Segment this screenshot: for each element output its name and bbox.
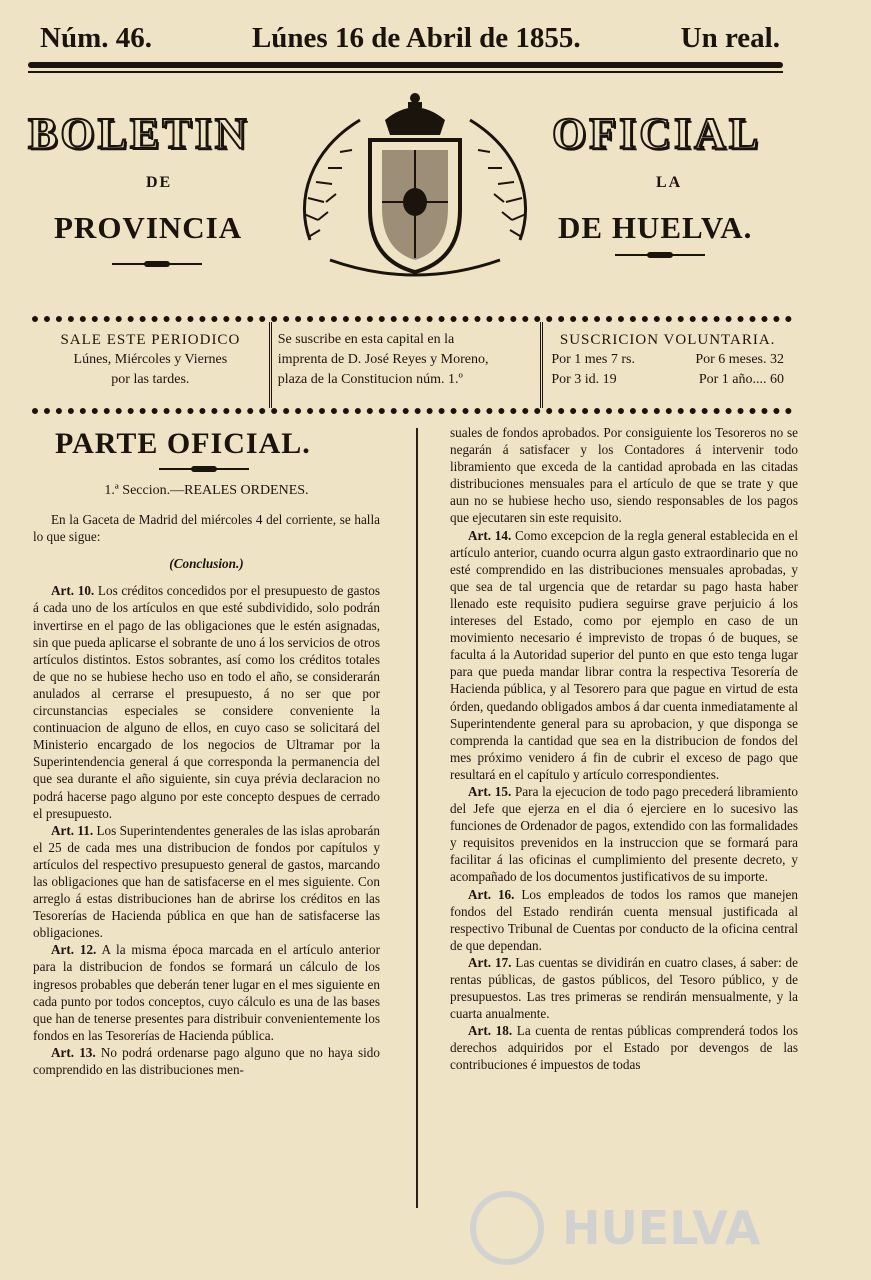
article-paragraph xyxy=(450,783,798,886)
ornament-right xyxy=(615,254,705,256)
article-paragraph xyxy=(450,886,798,954)
subscription-prices xyxy=(543,322,792,408)
column-divider xyxy=(416,428,418,1208)
watermark xyxy=(470,1188,800,1268)
section-ornament xyxy=(159,468,249,470)
watermark-logo-icon xyxy=(470,1191,544,1265)
price-1-month: Por 1 mes 7 rs. xyxy=(551,352,635,367)
article-text: Los empleados de todos los ramos que manejen fondos del Estado rendirán cuenta mensual justificada al respectivo Tribunal de Cuentas por conducto de la oficina central de que dependan. xyxy=(450,886,799,953)
article-text: Para la ejecucion de todo pago precederá libramiento del Jefe que ejerza en el dia ó ejerciere en lo sucesivo las funciones de Ordenador de pagos, extendido con las formalidades y requisitos prevenidos en la instruccion que se formará para facilitar á las oficinas el cumplimiento del presente decreto, y acompañado de los documentos justificativos de su importe. xyxy=(450,783,798,885)
article-number: Art. 17. xyxy=(468,954,512,970)
article-number: Art. 14. xyxy=(468,527,512,543)
issue-line xyxy=(40,22,780,60)
section-title: PARTE OFICIAL. xyxy=(55,427,311,460)
article-paragraph xyxy=(450,527,798,783)
coat-of-arms-icon xyxy=(290,90,540,285)
subscription-location xyxy=(269,322,544,408)
article-text: Los Superintendentes generales de las islas aprobarán el 25 de cada mes una distribucion de fondos por capítulos y artículos del respectivo presupuesto general de gastos, marcando las obligaciones que han de satisfacerse en el mes siguiente. Con arreglo á estas distribuciones han de abrirse los créditos en las Tesorerías de Hacienda pública en que han de satisfacerse las obligaciones. xyxy=(33,822,381,941)
article-text: No podrá ordenarse pago alguno que no haya sido comprendido en las distribuciones men- xyxy=(33,1044,380,1077)
article-paragraph xyxy=(450,424,798,527)
right-column xyxy=(450,424,798,1074)
publication-schedule xyxy=(32,322,269,408)
left-column xyxy=(33,424,380,1078)
article-number: Art. 18. xyxy=(468,1023,513,1039)
location-line-1: Se suscribe en esta capital en la xyxy=(277,332,455,347)
article-number: Art. 10. xyxy=(51,583,95,599)
masthead-rule-thick xyxy=(28,62,783,68)
masthead-rule-thin xyxy=(28,71,783,73)
schedule-heading: SALE ESTE PERIODICO xyxy=(60,332,241,348)
article-text: La cuenta de rentas públicas comprenderá todos los derechos adquiridos por el Estado por devengos de las contribuciones é impuestos de todas xyxy=(450,1023,798,1073)
title-de: DE xyxy=(146,174,173,191)
article-number: Art. 15. xyxy=(468,783,512,799)
price-6-months: Por 6 meses. 32 xyxy=(695,352,784,367)
location-line-3: plaza de la Constitucion núm. 1.º xyxy=(277,372,463,387)
article-paragraph xyxy=(450,954,798,1022)
conclusion-note: (Conclusion.) xyxy=(169,556,244,572)
article-text: Como excepcion de la regla general establecida en el artículo anterior, cuando ocurra algun gasto extraordinario que no esté comprendido en las distribuciones mensuales aprobadas, y que sea de tal urgencia que de retardar su pago hasta haber llenado este requisito pudiera seguirse grave perjuicio á los intereses del Estado, como por ejemplo en caso de un movimiento necesario é imprevisto de tropas ó de buques, se faculta á la Autoridad superior del punto en que esto tenga lugar para que pueda mandar librar contra la respectiva Tesorería de Hacienda pública, y al Tesorero para que pague en virtud de esta órden, quedando obligados ambos á dar cuenta inmediatamente al Superintendente general para su aprobacion, y que disponga se comprenda la cantidad que sea en la distribucion de fondos del mes próximo venidero á fin de cubrir el exceso de pago que resultará en el capítulo y artículo correspondientes. xyxy=(450,527,799,782)
article-paragraph xyxy=(33,582,380,821)
schedule-days: Lúnes, Miércoles y Viernes xyxy=(73,352,228,367)
issue-price: Un real. xyxy=(680,22,780,54)
prices-heading: SUSCRICION VOLUNTARIA. xyxy=(559,332,776,348)
location-line-2: imprenta de D. José Reyes y Moreno, xyxy=(277,352,489,367)
intro-paragraph: En la Gaceta de Madrid del miércoles 4 del corriente, se halla lo que sigue: xyxy=(33,512,380,545)
article-number: Art. 16. xyxy=(468,886,515,902)
article-paragraph xyxy=(33,1044,380,1078)
article-text: Las cuentas se dividirán en cuatro clases, á saber: de rentas públicas, de gastos públicos, del Tesoro público, y de presupuestos. Las tres primeras se rendirán mensualmente, y la cuarta anualmente. xyxy=(450,954,798,1022)
price-3-months: Por 3 id. 19 xyxy=(551,372,617,387)
title-boletin: BOLETIN xyxy=(28,109,250,158)
title-oficial: OFICIAL xyxy=(552,109,762,158)
article-text: suales de fondos aprobados. Por consiguiente los Tesoreros no se negarán á satisfacer y los Contadores á intervenir todo libramiento que exceda de la cantidad aprobada en las citadas distribuciones mensuales para el artículo de que se trate y que aun no se hubiese hecho uso, siendo responsables de los pagos que ejecutaren sin este requisito. xyxy=(450,425,798,526)
schedule-time: por las tardes. xyxy=(111,372,190,387)
ornament-left xyxy=(112,263,202,265)
title-huelva: DE HUELVA. xyxy=(558,210,753,245)
price-row-1 xyxy=(543,350,792,370)
article-paragraph xyxy=(33,941,380,1044)
article-number: Art. 12. xyxy=(51,942,97,958)
article-number: Art. 13. xyxy=(51,1044,96,1060)
issue-date: Lúnes 16 de Abril de 1855. xyxy=(251,22,581,54)
price-row-2 xyxy=(543,370,792,390)
title-provincia: PROVINCIA xyxy=(54,210,243,245)
issue-number: Núm. 46. xyxy=(40,22,152,54)
price-1-year: Por 1 año.... 60 xyxy=(698,372,784,387)
title-la: LA xyxy=(656,174,683,191)
watermark-text: HUELVA xyxy=(562,1201,761,1255)
article-number: Art. 11. xyxy=(51,822,94,838)
article-text: Los créditos concedidos por el presupuesto de gastos á cada uno de los artículos en que esté subdividido, solo podrán invertirse en el pago de las obligaciones que le estén asignadas, sin que pueda aplicarse el sobrante de uno á los servicios de otros artículos distintos. Estos sobrantes, así como los créditos totales de que no se hubiese hecho uso en todo el año, se considerarán anulados al cerrarse el presupuesto, á no ser que por circunstancias especiales se considere conveniente la continuacion de alguno de ellos, en cuyo caso se solicitará del Ministerio encargado de los negocios de Ultramar por la Superintendencia general á que corresponda la permanencia del que sea durante el año siguiente, sin cuya prévia declaracion no podrá hacerse pago alguno por este concepto despues de cerrado el presupuesto. xyxy=(33,583,381,821)
article-paragraph xyxy=(33,822,380,942)
article-paragraph xyxy=(450,1022,798,1073)
subscription-info-box xyxy=(32,316,792,414)
article-text: A la misma época marcada en el artículo anterior para la distribucion de fondos se formará un cálculo de los ingresos probables que deberán tener lugar en el mes siguiente en cada punto por todos conceptos, cuyo cálculo es una de las bases que han de tenerse presentes para distribuir convenientemente los fondos en las Tesorerías de Hacienda pública. xyxy=(33,942,380,1043)
section-heading: 1.ª Seccion.—REALES ORDENES. xyxy=(104,483,309,498)
